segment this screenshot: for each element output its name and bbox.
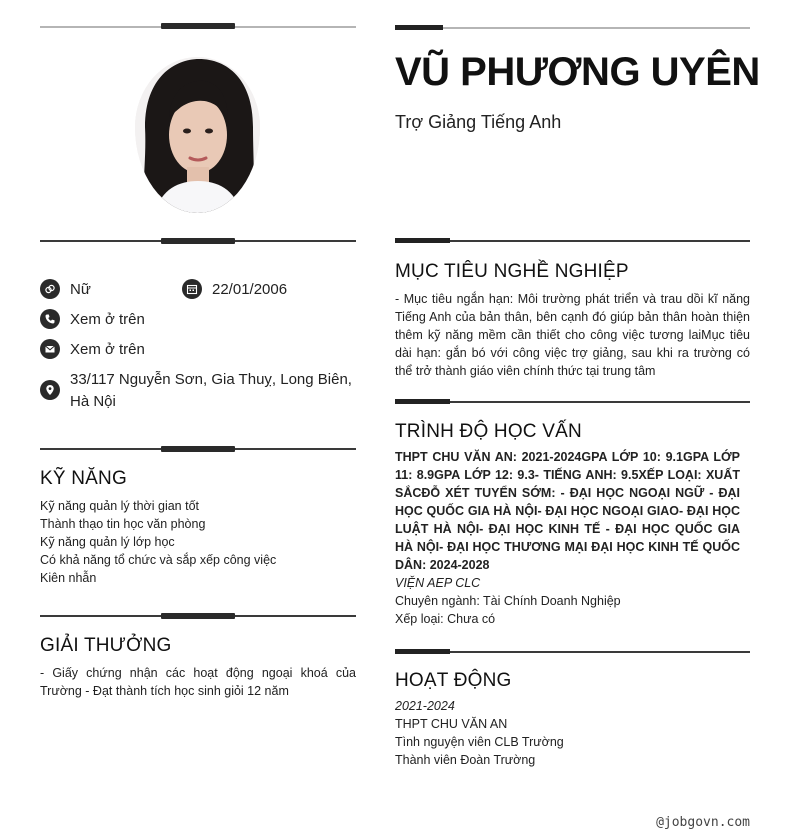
right-rule-3-accent xyxy=(395,399,450,404)
awards-text: - Giấy chứng nhận các hoạt động ngoại khoá của Trường - Đạt thành tích học sinh giỏi 12 năm xyxy=(40,666,356,698)
skill-item: Có khả năng tổ chức và sắp xếp công việc xyxy=(40,553,277,567)
skill-item: Thành thạo tin học văn phòng xyxy=(40,517,206,531)
right-rule-top xyxy=(395,27,750,29)
phone-text: Xem ở trên xyxy=(70,311,145,328)
activity-line: Tình nguyện viên CLB Trường xyxy=(395,735,564,749)
activities-org: THPT CHU VĂN AN xyxy=(395,717,508,731)
gender-row xyxy=(40,279,91,301)
objective-title: MỤC TIÊU NGHỀ NGHIỆP xyxy=(395,261,629,282)
skill-item: Kỹ năng quản lý lớp học xyxy=(40,535,175,549)
phone-row xyxy=(40,309,145,331)
email-text: Xem ở trên xyxy=(70,341,145,358)
left-rule-4-accent xyxy=(161,613,235,619)
birthday-row xyxy=(182,279,287,301)
objective-text: - Mục tiêu ngắn hạn: Môi trường phát triển và trau dồi kĩ năng Tiếng Anh của bản thân, bên cạnh đó giúp bản thân hoàn thiện thêm kỹ năng mềm cần thiết cho công việc tương laiMục tiêu dài hạn: gắn bó với công việc trợ giảng, sau khi ra trường có thể trở thành giáo viên chính thức tại trung tâm xyxy=(395,292,750,378)
activity-line: Thành viên Đoàn Trường xyxy=(395,753,536,767)
right-rule-4-accent xyxy=(395,649,450,654)
gender-text: Nữ xyxy=(70,281,91,298)
avatar xyxy=(135,57,260,213)
candidate-position: Trợ Giảng Tiếng Anh xyxy=(395,112,562,132)
right-rule-2-accent xyxy=(395,238,450,243)
address-row xyxy=(40,369,356,413)
left-rule-top-accent xyxy=(161,23,235,29)
gender-icon xyxy=(40,279,60,299)
calendar-icon xyxy=(182,279,202,299)
skill-item: Kiên nhẫn xyxy=(40,571,97,585)
avatar-image xyxy=(135,57,260,213)
education-school: THPT CHU VĂN AN: 2021-2024GPA LỚP 10: 9.1GPA LỚP 11: 8.9GPA LỚP 12: 9.3- TIẾNG ANH: 9.5XẾP LOẠI: XUẤT SẮCĐỖ XÉT TUYỂN SỚM: - ĐẠI HỌC NGOẠI NGỮ - ĐẠI HỌC QUỐC GIA HÀ NỘI- ĐẠI HỌC NGOẠI GIAO- ĐẠI HỌC LUẬT HÀ NỘI- ĐẠI HỌC KINH TẾ - ĐẠI HỌC QUỐC GIA HÀ NỘI- ĐẠI HỌC THƯƠNG MẠI ĐẠI HỌC KINH TẾ QUỐC DÂN: 2024-2028 xyxy=(395,450,740,572)
right-rule-top-accent xyxy=(395,25,443,30)
email-icon xyxy=(40,339,60,359)
education-grade: Xếp loại: Chưa có xyxy=(395,612,496,626)
education-major: Chuyên ngành: Tài Chính Doanh Nghiệp xyxy=(395,594,621,608)
phone-icon xyxy=(40,309,60,329)
address-text: 33/117 Nguyễn Sơn, Gia Thuỵ, Long Biên, Hà Nội xyxy=(70,371,352,410)
activities-period: 2021-2024 xyxy=(395,699,455,713)
education-institute: VIỆN AEP CLC xyxy=(395,576,481,590)
left-rule-2-accent xyxy=(161,238,235,244)
candidate-name: VŨ PHƯƠNG UYÊN xyxy=(395,50,760,94)
education-title: TRÌNH ĐỘ HỌC VẤN xyxy=(395,421,582,442)
left-rule-3-accent xyxy=(161,446,235,452)
awards-title: GIẢI THƯỞNG xyxy=(40,635,172,656)
activities-title: HOẠT ĐỘNG xyxy=(395,670,512,691)
skills-title: KỸ NĂNG xyxy=(40,468,127,489)
birthday-text: 22/01/2006 xyxy=(212,281,288,298)
location-icon xyxy=(40,380,60,400)
skills-list xyxy=(40,497,356,587)
skill-item: Kỹ năng quản lý thời gian tốt xyxy=(40,499,199,513)
email-row xyxy=(40,339,145,361)
watermark: @jobgovn.com xyxy=(656,815,750,830)
